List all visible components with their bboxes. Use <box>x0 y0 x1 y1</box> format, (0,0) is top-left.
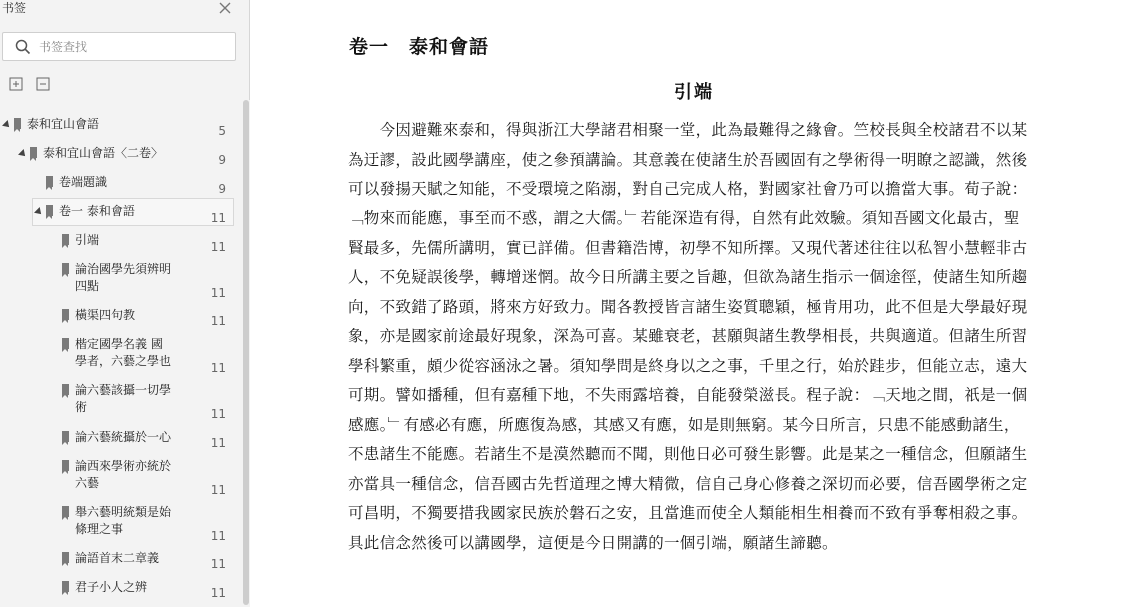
tree-item-label: 論語首末二章義 <box>75 551 160 565</box>
close-icon[interactable] <box>218 1 232 15</box>
search-icon <box>15 39 31 55</box>
page-number: 11 <box>210 286 226 300</box>
bookmark-icon <box>46 205 53 216</box>
bookmark-icon <box>62 309 69 320</box>
page-number: 9 <box>218 182 226 196</box>
bookmark-icon <box>62 552 69 563</box>
tree-item-label: 論西來學術亦統於 六藝 <box>75 459 172 490</box>
page-number: 11 <box>210 240 226 254</box>
expand-arrow-icon[interactable] <box>2 120 12 130</box>
text-line: 為迂謬，設此國學講座，使之參預講論。其意義在使諸生於吾國固有之學術得一明瞭之認識，然後 <box>348 151 1028 169</box>
tree-item-label: 舉六藝明統類是始 條理之事 <box>75 505 172 536</box>
tree-item-label: 論六藝統攝於一心 <box>75 430 172 444</box>
page-number: 11 <box>210 586 226 600</box>
expand-all-icon[interactable] <box>9 77 23 91</box>
tree-item-label: 橫渠四句教 <box>75 308 136 322</box>
text-line: ﹁物來而能應，事至而不惑，謂之大儒。﹂若能深造有得，自然有此效驗。須知吾國文化最古，聖 <box>348 209 1020 227</box>
tree-item-label: 君子小人之辨 <box>75 580 148 594</box>
tree-item-label: 泰和宜山會語〈二卷〉 <box>43 146 164 160</box>
tree-item-label: 論六藝該攝一切學 術 <box>75 383 172 414</box>
page-number: 9 <box>218 153 226 167</box>
bookmark-icon <box>62 431 69 442</box>
tree-item-label: 論治國學先須辨明 四點 <box>75 262 172 293</box>
text-line: 具此信念然後可以講國學，這便是今日開講的一個引端，願諸生諦聽。 <box>348 534 838 552</box>
bookmark-icon <box>46 176 53 187</box>
page-number: 11 <box>210 529 226 543</box>
page-number: 11 <box>210 314 226 328</box>
document-page <box>251 0 1137 607</box>
text-line: 不患諸生不能應。若諸生不是漠然聽而不聞，則他日必可發生影響。此是某之一種信念，但願諸生 <box>348 445 1028 463</box>
bookmark-icon <box>62 460 69 471</box>
page-number: 11 <box>210 557 226 571</box>
page-number: 11 <box>210 436 226 450</box>
collapse-all-icon[interactable] <box>36 77 50 91</box>
bookmark-search-box[interactable] <box>2 32 236 61</box>
tree-item-label: 引端 <box>75 233 100 247</box>
text-line: 人，不免疑誤後學，轉增迷惘。故今日所講主要之旨趣，但欲為諸生指示一個途徑，使諸生知所趨 <box>348 268 1028 286</box>
bookmark-icon <box>62 263 69 274</box>
bookmark-icon <box>62 581 69 592</box>
section-title <box>251 78 1137 104</box>
text-line: 感應。﹂有感必有應，所應復為感，其感又有應，如是則無窮。某今日所言，只患不能感動諸生， <box>348 416 1020 434</box>
text-line: 賢最多，先儒所講明，實已詳備。但書籍浩博，初學不知所擇。又現代著述往往以私智小慧輕非古 <box>348 239 1028 257</box>
bookmark-icon <box>62 506 69 517</box>
page-number: 11 <box>210 361 226 375</box>
bookmark-icon <box>62 338 69 349</box>
bookmark-panel <box>0 0 250 607</box>
page-number: 11 <box>210 211 226 225</box>
panel-title: 书签 <box>2 1 27 15</box>
bookmark-search-input[interactable] <box>39 37 229 56</box>
expand-arrow-icon[interactable] <box>18 149 28 159</box>
bookmark-icon <box>62 384 69 395</box>
bookmark-icon <box>30 147 37 158</box>
text-line: 可以發揚天賦之知能，不受環境之陷溺，對自己完成人格，對國家社會乃可以擔當大事。荀子說： <box>348 180 1028 198</box>
text-line: 今因避難來泰和，得與浙江大學諸君相聚一堂，此為最難得之緣會。竺校長與全校諸君不以某 <box>348 121 1028 139</box>
text-line: 可昌明，不獨要措我國家民族於磐石之安，且當進而使全人類能相生相養而不致有爭奪相殺之事。 <box>348 504 1028 522</box>
text-line: 象，亦是國家前途最好現象，深為可喜。某雖衰老，甚願與諸生教學相長，共與適道。但諸生所習 <box>348 327 1028 345</box>
scrollbar-thumb[interactable] <box>243 100 249 605</box>
tree-item-label: 泰和宜山會語 <box>27 117 100 131</box>
tree-item-label: 卷一 泰和會語 <box>59 204 135 218</box>
page-number: 11 <box>210 407 226 421</box>
bookmark-icon <box>14 118 21 129</box>
chapter-title: 卷一 泰和會語 <box>349 36 490 58</box>
text-line: 可期。譬如播種，但有嘉種下地，不失雨露培養，自能發榮滋長。程子說：﹁天地之間，祇是一個 <box>348 386 1028 404</box>
page-number: 11 <box>210 483 226 497</box>
text-line: 向，不致錯了路頭，將來方好致力。聞各教授皆言諸生姿質聰穎，極肯用功，此不但是大學最好現 <box>348 298 1028 316</box>
text-line: 學科繁重，頗少從容涵泳之暑。須知學問是終身以之之事，千里之行，始於跬步，但能立志，遠大 <box>348 357 1028 375</box>
tree-item-label: 楷定國學名義 國 學者，六藝之學也 <box>75 337 172 368</box>
page-number: 5 <box>218 124 226 138</box>
tree-item-label: 卷端題識 <box>59 175 108 189</box>
text-line: 亦當具一種信念，信吾國古先哲道理之博大精微，信自己身心修養之深切而必要，信吾國學術之定 <box>348 475 1028 493</box>
section-title-text: 引端 <box>674 82 714 103</box>
bookmark-icon <box>62 234 69 245</box>
